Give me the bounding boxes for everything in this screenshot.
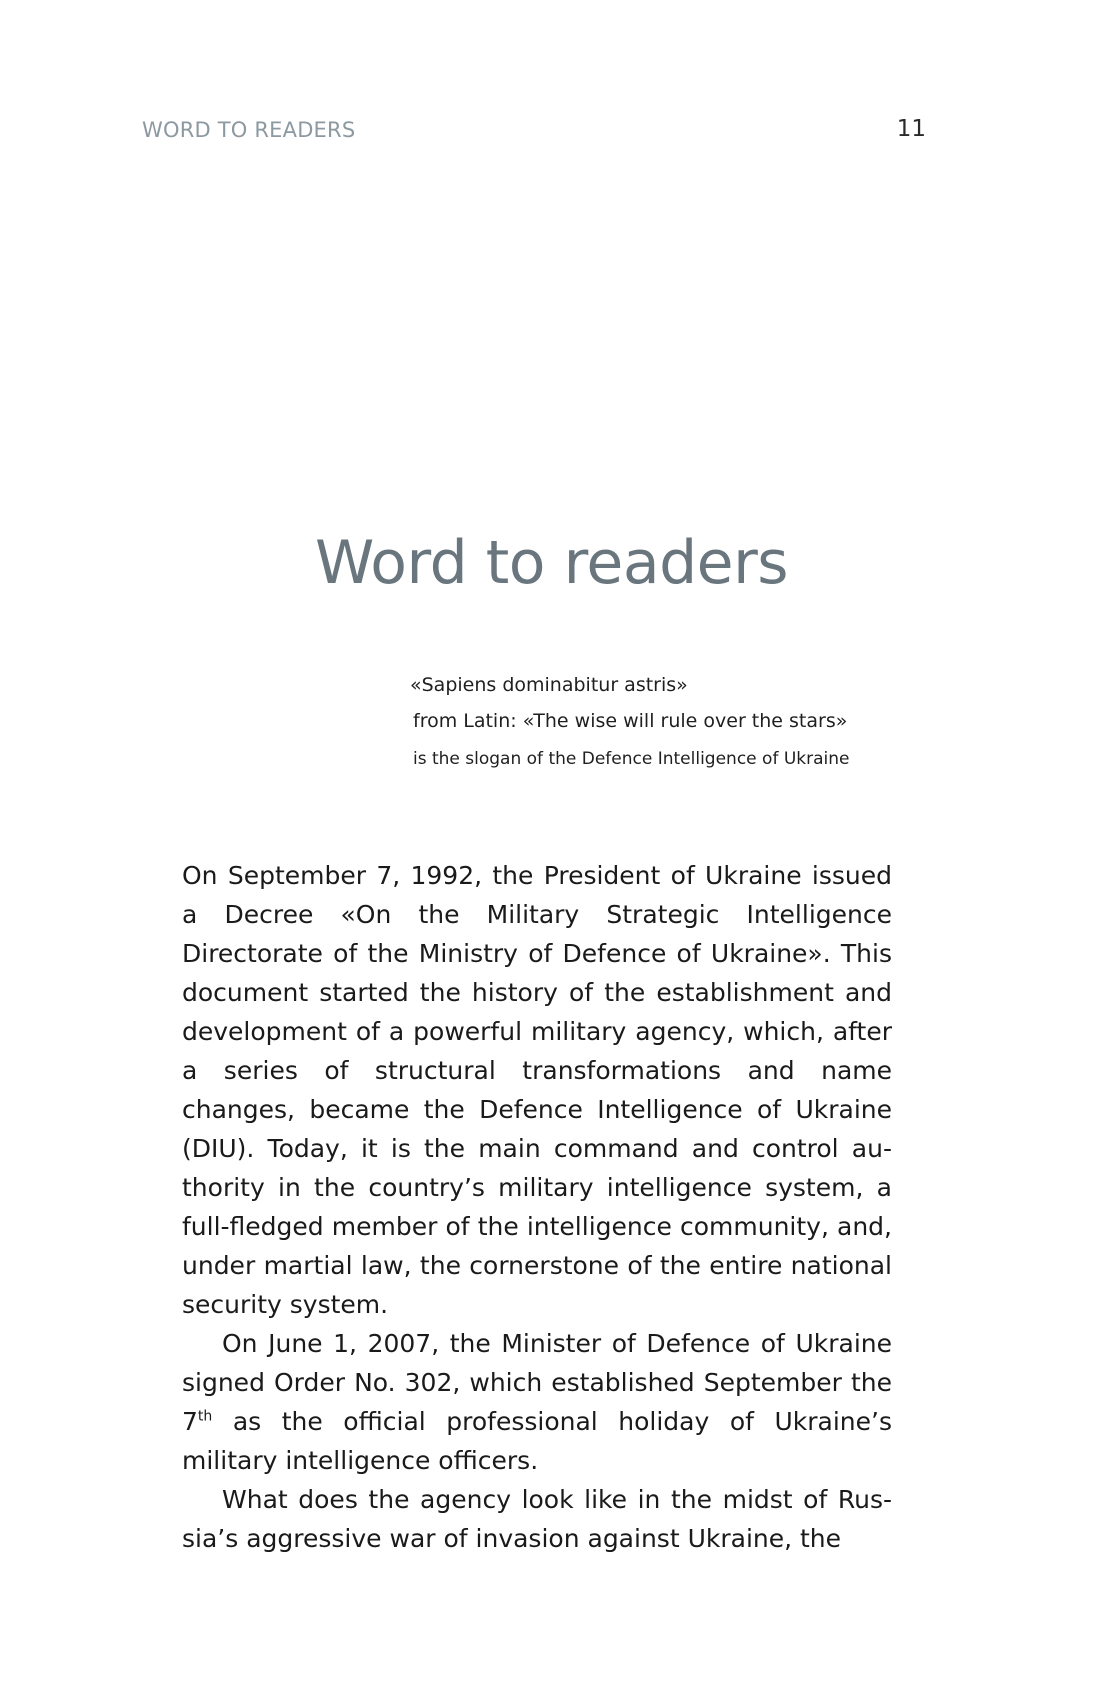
paragraph-1: On September 7, 1992, the President of Ukraine issued a Decree «On the Military Strategic Intelligence Directorate of the Ministry of Defence of Ukraine». This document started the history of the establishment and development of a powerful military agency, which, after a series of structural transformations and name changes, became the Defence Intelligence of Ukraine (DIU). Today, it is the main command and control authority in the country’s military intelligence system, a full-fledged member of the intelligence community, and, under martial law, the cornerstone of the entire national security system. (182, 861, 892, 1319)
paragraph-3: What does the agency look like in the midst of Russia’s aggressive war of invasion against Ukraine, the (182, 1485, 892, 1553)
paragraph-2 (182, 1324, 892, 1480)
epigraph-translation: from Latin: «The wise will rule over the stars» (413, 710, 848, 732)
epigraph (410, 668, 930, 778)
epigraph-attribution: is the slogan of the Defence Intelligence of Ukraine (413, 749, 850, 769)
page-title: Word to readers (314, 528, 789, 598)
paragraph-2-text-end: as the official professional holiday of Ukraine’s military intelligence officers. (182, 1407, 892, 1475)
epigraph-quote: «Sapiens dominabitur astris» (410, 674, 688, 696)
running-header: WORD TO READERS (142, 118, 356, 142)
body-text (182, 856, 892, 1558)
page-number: 11 (896, 116, 926, 142)
paragraph-2-text-start: On June 1, 2007, the Minister of Defence of Ukraine signed Order No. 302, which established September the 7 (182, 1329, 892, 1436)
ordinal-suffix: th (197, 1408, 213, 1425)
